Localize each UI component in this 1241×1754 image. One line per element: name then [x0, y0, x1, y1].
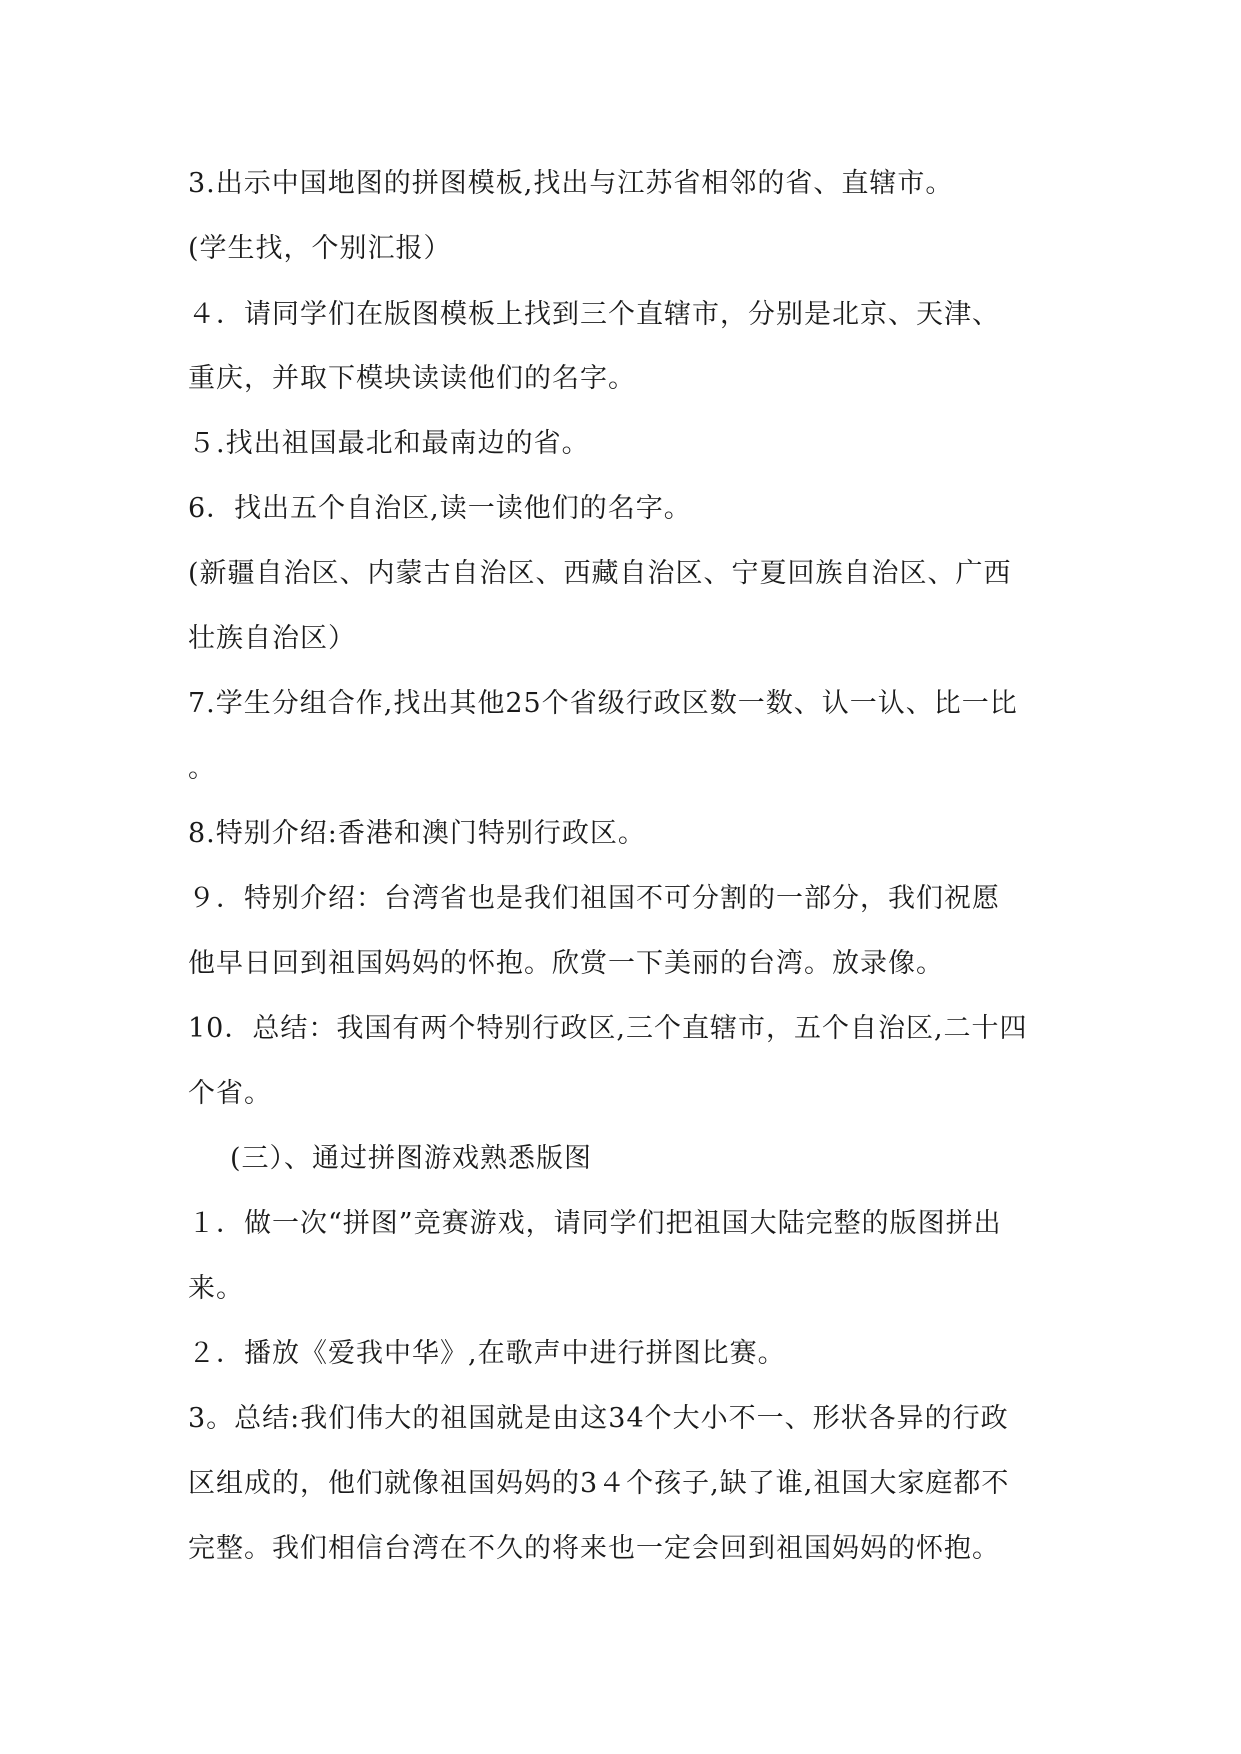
- text-line-step-9: ９．特别介绍：台湾省也是我们祖国不可分割的一部分，我们祝愿: [188, 883, 1000, 914]
- text-line-step-3-note: (学生找，个别汇报）: [188, 233, 452, 264]
- text-line-step-6-note: (新疆自治区、内蒙古自治区、西藏自治区、宁夏回族自治区、广西: [188, 558, 1012, 589]
- text-line-step-4: ４．请同学们在版图模板上找到三个直辖市，分别是北京、天津、: [188, 299, 1000, 330]
- text-line-step-7-cont: 。: [188, 753, 216, 784]
- text-line-game-2: ２．播放《爱我中华》,在歌声中进行拼图比赛。: [188, 1338, 786, 1369]
- section-heading: (三）、通过拼图游戏熟悉版图: [230, 1143, 593, 1174]
- text-line-step-8: 8.特别介绍:香港和澳门特别行政区。: [188, 818, 646, 849]
- text-line-game-3: 3。总结:我们伟大的祖国就是由这34个大小不一、形状各异的行政: [188, 1403, 1009, 1434]
- text-line-step-6: 6．找出五个自治区,读一读他们的名字。: [188, 493, 692, 524]
- text-line-game-3-end: 完整。我们相信台湾在不久的将来也一定会回到祖国妈妈的怀抱。: [188, 1533, 1000, 1564]
- text-line-step-7: 7.学生分组合作,找出其他25个省级行政区数一数、认一认、比一比: [188, 688, 1018, 719]
- text-line-step-10: 10．总结：我国有两个特别行政区,三个直辖市，五个自治区,二十四: [188, 1013, 1028, 1044]
- text-line-game-1: １．做一次“拼图”竞赛游戏，请同学们把祖国大陆完整的版图拼出: [188, 1208, 1002, 1239]
- text-line-game-3-cont: 区组成的，他们就像祖国妈妈的3４个孩子,缺了谁,祖国大家庭都不: [188, 1468, 1010, 1499]
- text-line-step-4-cont: 重庆，并取下模块读读他们的名字。: [188, 363, 636, 394]
- text-line-step-10-cont: 个省。: [188, 1078, 272, 1109]
- text-line-step-6-note-cont: 壮族自治区）: [188, 623, 356, 654]
- text-line-game-1-cont: 来。: [188, 1273, 244, 1304]
- text-line-step-9-cont: 他早日回到祖国妈妈的怀抱。欣赏一下美丽的台湾。放录像。: [188, 948, 944, 979]
- text-line-step-5: ５.找出祖国最北和最南边的省。: [188, 428, 590, 459]
- text-line-step-3: 3.出示中国地图的拼图模板,找出与江苏省相邻的省、直辖市。: [188, 168, 954, 199]
